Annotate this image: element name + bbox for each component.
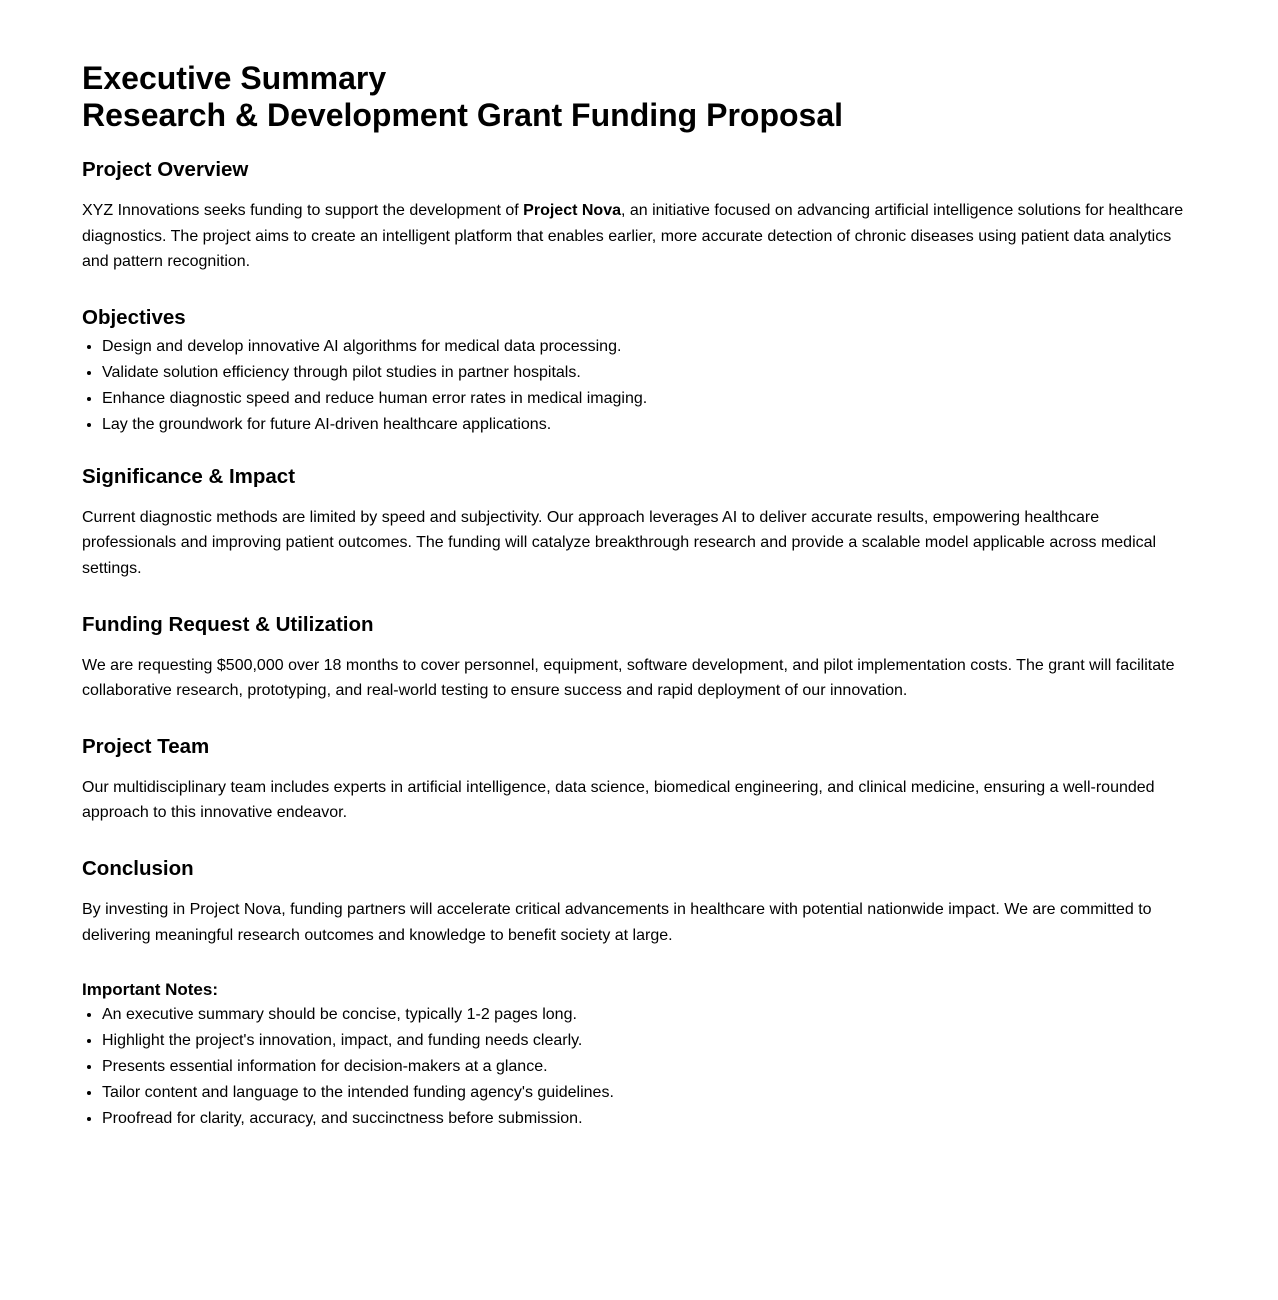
important-notes-list-item: • Proofread for clarity, accuracy, and succinctness before submission. [102, 1106, 1196, 1132]
project-overview-paragraph [82, 198, 1196, 275]
significance-heading: Significance & Impact [82, 464, 296, 488]
document-title [82, 60, 1196, 134]
objectives-heading: Objectives [82, 305, 186, 329]
conclusion-paragraph: By investing in Project Nova, funding partners will accelerate critical advancements in healthcare with potential nationwide impact. We are committed to delivering meaningful research outcomes and knowledge to benefit society at large. [82, 900, 1152, 944]
important-notes-list-item: • Highlight the project's innovation, impact, and funding needs clearly. [102, 1028, 1196, 1054]
project-overview-heading: Project Overview [82, 158, 249, 181]
project-team-heading: Project Team [82, 734, 210, 758]
project-name: Project Nova [523, 202, 621, 219]
objectives-list-item: • Design and develop innovative AI algorithms for medical data processing. [102, 334, 1196, 360]
important-notes-list-item: • Tailor content and language to the intended funding agency's guidelines. [102, 1080, 1196, 1106]
document-title-line-1: Executive Summary [82, 60, 387, 96]
important-notes-list-item: • An executive summary should be concise, typically 1-2 pages long. [102, 1002, 1196, 1028]
conclusion-heading: Conclusion [82, 856, 194, 880]
document-title-line-2: Research & Development Grant Funding Proposal [82, 97, 844, 133]
important-notes-heading: Important Notes: [82, 980, 218, 1000]
objectives-list [82, 334, 1196, 438]
significance-paragraph: Current diagnostic methods are limited by speed and subjectivity. Our approach leverages AI to deliver accurate results, empowering healthcare professionals and improving patient outcomes. The funding will catalyze breakthrough research and provide a scalable model applicable across medical settings. [82, 508, 1157, 577]
objectives-list-item: • Lay the groundwork for future AI-driven healthcare applications. [102, 412, 1196, 438]
project-overview-text-before: XYZ Innovations seeks funding to support the development of [82, 202, 524, 219]
objectives-list-item: • Validate solution efficiency through pilot studies in partner hospitals. [102, 360, 1196, 386]
objectives-list-item: • Enhance diagnostic speed and reduce human error rates in medical imaging. [102, 386, 1196, 412]
important-notes-list-item: • Presents essential information for decision-makers at a glance. [102, 1054, 1196, 1080]
funding-heading: Funding Request & Utilization [82, 612, 374, 636]
project-overview-text-after: , an initiative focused on advancing artificial intelligence solutions for healthcare diagnostics. The project aims to create an intelligent platform that enables earlier, more accurate detection of chronic diseases using patient data analytics and pattern recognition. [82, 202, 1184, 271]
important-notes-list [82, 1002, 1196, 1132]
project-team-paragraph: Our multidisciplinary team includes experts in artificial intelligence, data science, biomedical engineering, and clinical medicine, ensuring a well-rounded approach to this innovative endeavor. [82, 778, 1155, 822]
funding-paragraph: We are requesting $500,000 over 18 months to cover personnel, equipment, software development, and pilot implementation costs. The grant will facilitate collaborative research, prototyping, and real-world testing to ensure success and rapid deployment of our innovation. [82, 656, 1175, 700]
